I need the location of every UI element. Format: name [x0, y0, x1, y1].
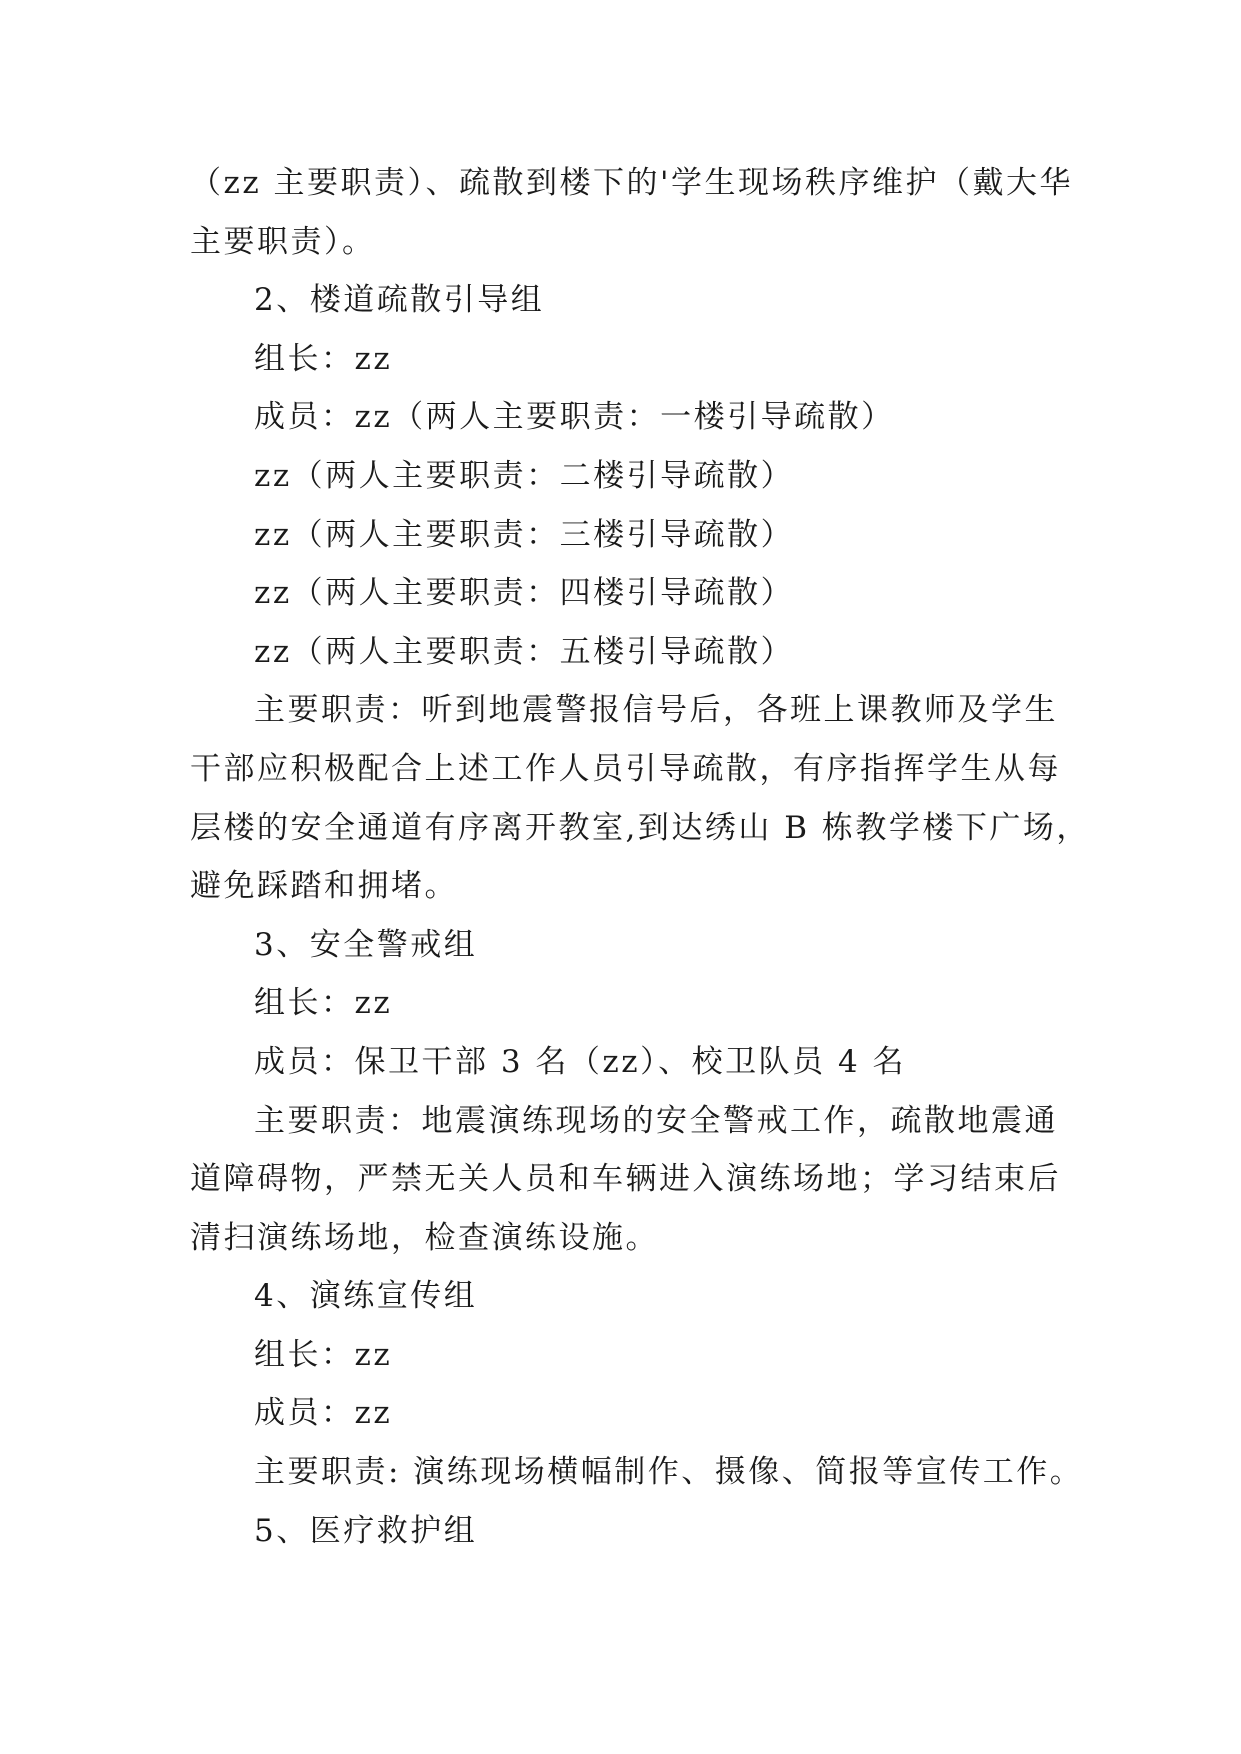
document-body — [190, 154, 1090, 1560]
text-line: 主要职责：听到地震警报信号后，各班上课教师及学生 — [254, 692, 1058, 729]
text-line: 组长：zz — [254, 985, 393, 1022]
text-line: 主要职责: 演练现场横幅制作、摄像、简报等宣传工作。 — [254, 1454, 1084, 1491]
text-line: zz（两人主要职责：二楼引导疏散） — [254, 457, 795, 494]
text-line: 成员：zz — [254, 1395, 393, 1432]
text-line: 4、演练宣传组 — [254, 1278, 478, 1315]
text-line: 2、楼道疏散引导组 — [254, 282, 545, 319]
text-line: 干部应积极配合上述工作人员引导疏散，有序指挥学生从每 — [190, 750, 1061, 787]
text-line: 3、安全警戒组 — [254, 926, 478, 963]
text-line: 清扫演练场地，检查演练设施。 — [190, 1219, 659, 1256]
text-line: zz（两人主要职责：三楼引导疏散） — [254, 516, 795, 553]
text-line: 层楼的安全通道有序离开教室,到达绣山 B 栋教学楼下广场， — [190, 809, 1090, 846]
text-line: 主要职责：地震演练现场的安全警戒工作，疏散地震通 — [254, 1102, 1058, 1139]
text-line: 组长：zz — [254, 340, 393, 377]
text-line: 道障碍物，严禁无关人员和车辆进入演练场地；学习结束后 — [190, 1161, 1061, 1198]
text-line: （zz 主要职责）、疏散到楼下的'学生现场秩序维护（戴大华 — [190, 165, 1074, 201]
text-line: 主要职责）。 — [190, 223, 376, 260]
text-line: 避免踩踏和拥堵。 — [190, 868, 458, 905]
text-line: zz（两人主要职责：五楼引导疏散） — [254, 633, 795, 670]
text-line: 成员：zz（两人主要职责：一楼引导疏散） — [254, 399, 895, 436]
text-line: 5、医疗救护组 — [254, 1512, 478, 1549]
text-line: 组长：zz — [254, 1336, 393, 1373]
text-line: zz（两人主要职责：四楼引导疏散） — [254, 575, 795, 612]
text-line: 成员：保卫干部 3 名（zz）、校卫队员 4 名 — [254, 1043, 907, 1080]
